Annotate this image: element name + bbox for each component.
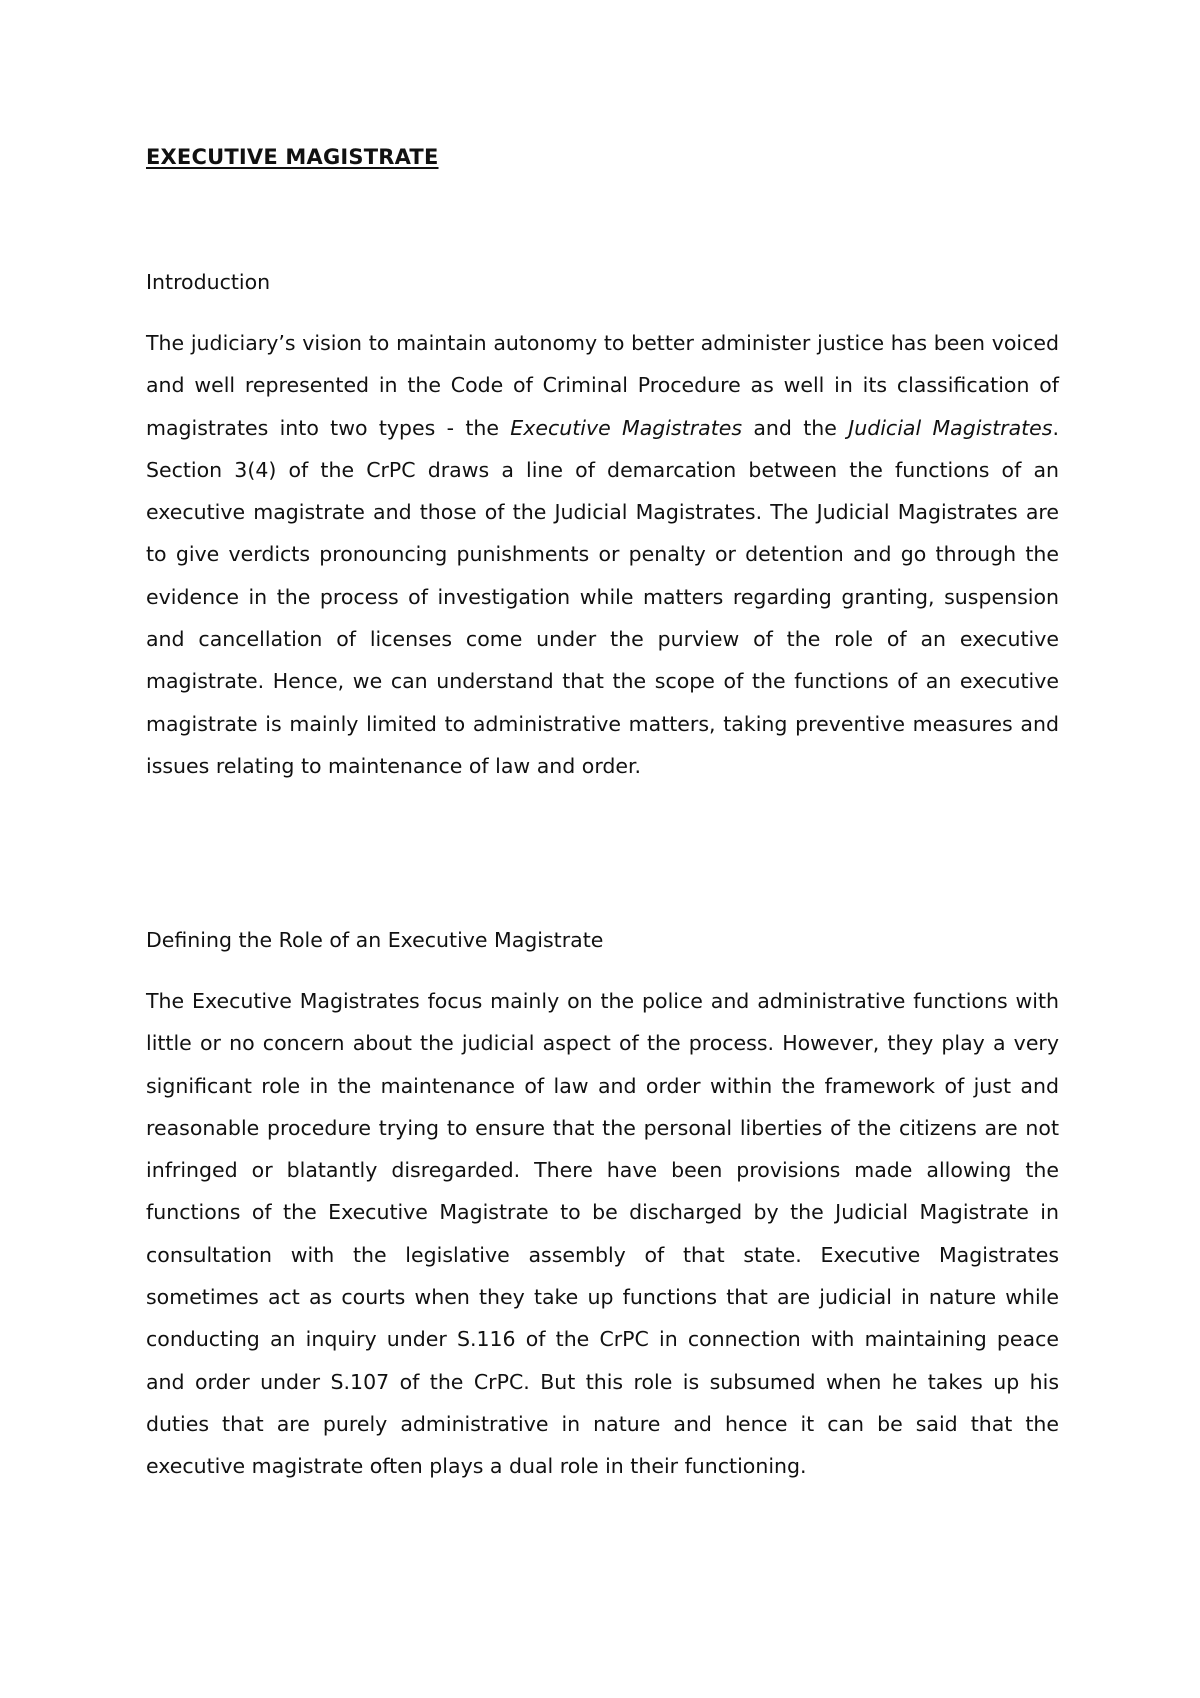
document-title: EXECUTIVE MAGISTRATE: [146, 145, 439, 169]
paragraph-role: The Executive Magistrates focus mainly on the police and administrative functions with little or no concern about the judicial aspect of the process. However, they play a very significant role in the maintenance of law and order within the framework of just and reasonable procedure trying to ensure that the personal liberties of the citizens are not infringed or blatantly disregarded. There have been provisions made allowing the functions of the Executive Magistrate to be discharged by the Judicial Magistrate in consultation with the legislative assembly of that state. Executive Magistrates sometimes act as courts when they take up functions that are judicial in nature while conducting an inquiry under S.116 of the CrPC in connection with maintaining peace and order under S.107 of the CrPC. But this role is subsumed when he takes up his duties that are purely administrative in nature and hence it can be said that the executive magistrate often plays a dual role in their functioning.: [146, 989, 1059, 1479]
paragraph-text: . Section 3(4) of the CrPC draws a line of demarcation between the functions of an executive magistrate and those of the Judicial Magistrates. The Judicial Magistrates are to give verdicts pronouncing punishments or penalty or detention and go through the evidence in the process of investigation while matters regarding granting, suspension and cancellation of licenses come under the purview of the role of an executive magistrate. Hence, we can understand that the scope of the functions of an executive magistrate is mainly limited to administrative matters, taking preventive measures and issues relating to maintenance of law and order.: [146, 415, 1059, 778]
paragraph-text: The judiciary’s vision to maintain autonomy to better administer justice has been voiced and well represented in the Code of Criminal Procedure as well in its classification of magistrates into two types - the: [146, 331, 1059, 440]
section-heading-role: Defining the Role of an Executive Magistrate: [146, 928, 604, 952]
italic-term-judicial-magistrates: Judicial Magistrates: [848, 415, 1053, 440]
section-heading-introduction: Introduction: [146, 270, 271, 294]
paragraph-introduction: [146, 322, 1059, 787]
italic-term-executive-magistrates: Executive Magistrates: [510, 415, 743, 440]
paragraph-text: and the: [742, 415, 849, 440]
